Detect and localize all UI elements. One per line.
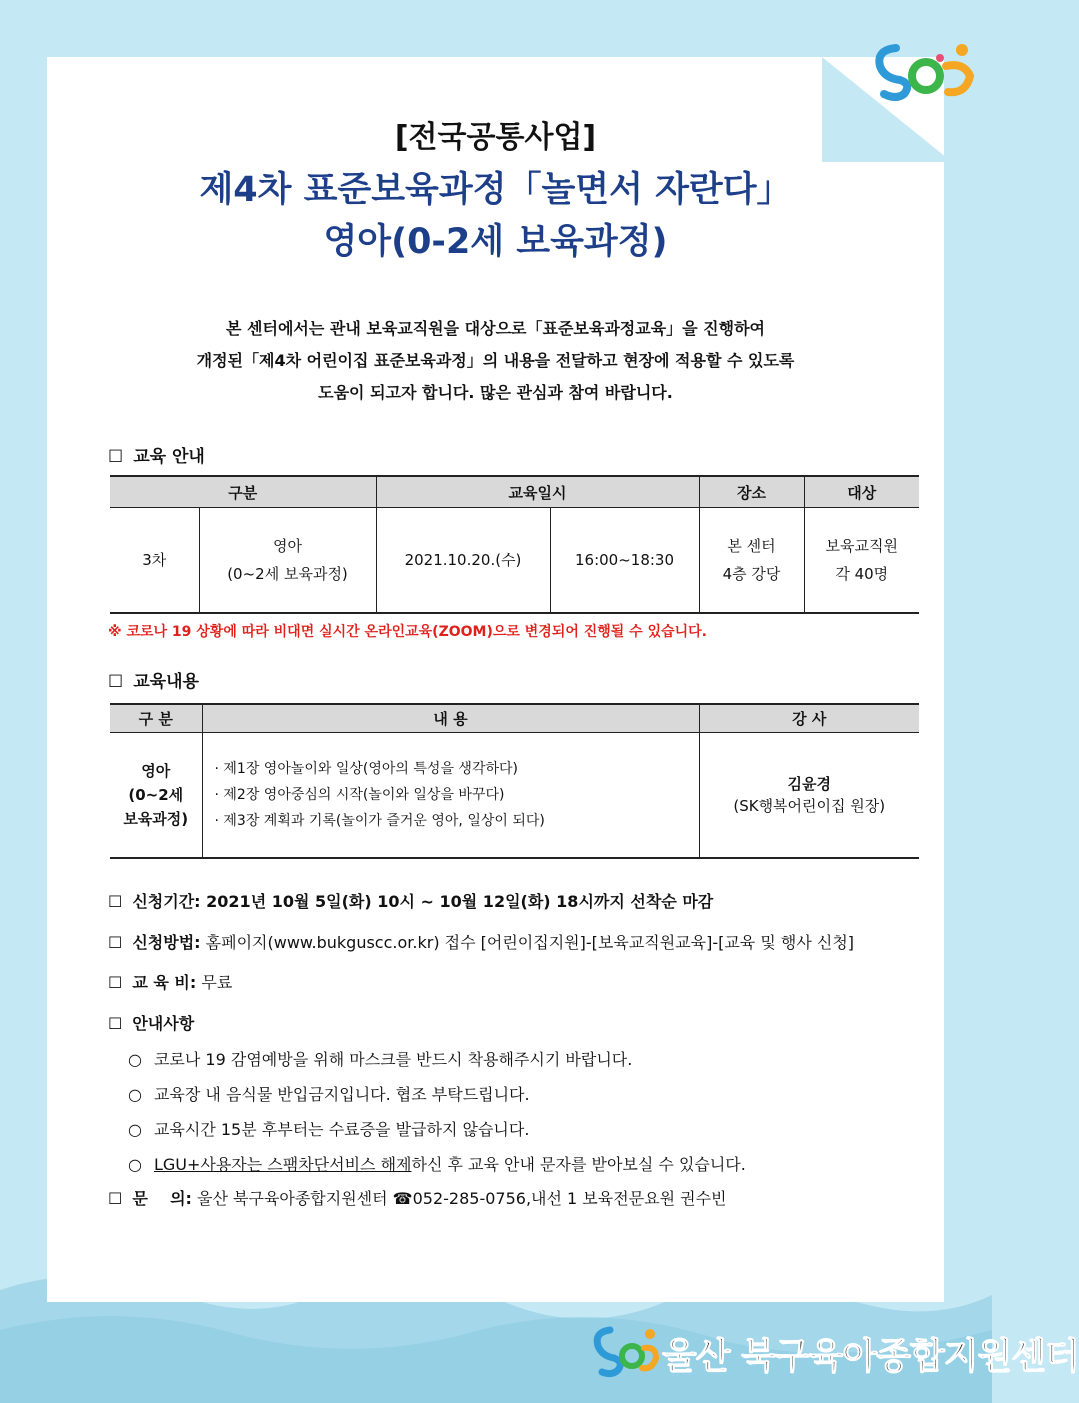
cell-sub-line-3: 보육과정) [123, 810, 189, 828]
content-table-header [110, 704, 919, 733]
cell-time: 16:00~18:30 [550, 508, 699, 614]
schedule-table-header [110, 476, 919, 508]
intro-line-1: 본 센터에서는 관내 보육교직원을 대상으로「표준보육과정교육」을 진행하여 [226, 319, 765, 338]
checkbox-icon: ☐ [108, 1014, 123, 1033]
apply-period [108, 889, 713, 912]
table-row [110, 508, 919, 614]
circle-bullet-icon: ○ [128, 1155, 142, 1174]
header-datetime: 교육일시 [376, 476, 699, 508]
cell-sub-line-1: 영아 [141, 762, 171, 780]
checkbox-icon: ☐ [108, 672, 124, 692]
inquiry-value: 울산 북구육아종합지원센터 ☎052-285-0756,내선 1 보육전문요원 권수빈 [197, 1189, 727, 1208]
cell-instructor [699, 733, 919, 859]
footer-logo-icon [590, 1320, 658, 1380]
inquiry-label: 문 의: [132, 1189, 192, 1208]
section-edu-info [108, 442, 205, 467]
cell-place [699, 508, 804, 614]
intro-paragraph [47, 313, 944, 409]
cell-sub-line-2: (0~2세 [128, 786, 184, 804]
instructor-title: (SK행복어린이집 원장) [733, 797, 886, 815]
content-table [110, 703, 919, 859]
cell-course-line-2: (0~2세 보육과정) [227, 565, 348, 583]
checkbox-icon: ☐ [108, 973, 123, 992]
cell-round: 3차 [142, 551, 167, 569]
cell-course [199, 508, 376, 614]
page-title-line-2: 제4차 표준보육과정「놀면서 자란다」 [199, 170, 792, 210]
apply-period-label: 신청기간: [132, 892, 201, 911]
guide-item-text: 교육장 내 음식물 반입금지입니다. 협조 부탁드립니다. [153, 1085, 530, 1104]
cell-place-line-2: 4층 강당 [722, 565, 781, 583]
list-item [128, 1082, 530, 1105]
covid-notice: ※ 코로나 19 상황에 따라 비대면 실시간 온라인교육(ZOOM)으로 변경되어 진행될 수 있습니다. [108, 624, 707, 640]
checkbox-icon: ☐ [108, 933, 123, 952]
list-item: · 제2장 영아중심의 시작(놀이와 일상을 바꾸다) [214, 787, 505, 803]
apply-method [108, 930, 854, 953]
header-place: 장소 [699, 476, 804, 508]
inquiry [108, 1186, 727, 1209]
instructor-name: 김윤경 [787, 775, 831, 793]
cell-place-line-1: 본 센터 [727, 537, 776, 555]
cell-target [804, 508, 919, 614]
schedule-table [110, 475, 919, 614]
guide-label: 안내사항 [132, 1014, 195, 1033]
page-title-line-1: [전국공통사업] [394, 120, 597, 155]
cell-content [202, 733, 699, 859]
list-item: · 제3장 계획과 기록(놀이가 즐거운 영아, 일상이 되다) [214, 813, 545, 829]
intro-line-3: 도움이 되고자 합니다. 많은 관심과 참여 바랍니다. [318, 383, 673, 402]
section-edu-content [108, 667, 199, 692]
cell-target-line-2: 각 40명 [835, 565, 889, 583]
table-row [110, 733, 919, 859]
apply-period-value: 2021년 10월 5일(화) 10시 ~ 10월 12일(화) 18시까지 선착순 마감 [206, 892, 714, 911]
header-instructor: 강 사 [699, 704, 919, 733]
checkbox-icon: ☐ [108, 447, 124, 467]
cell-course-line-1: 영아 [273, 537, 302, 555]
fee-label: 교 육 비: [132, 973, 197, 992]
guide-item-text: 교육시간 15분 후부터는 수료증을 발급하지 않습니다. [153, 1120, 530, 1139]
circle-bullet-icon: ○ [128, 1085, 142, 1104]
list-item [128, 1047, 632, 1070]
center-logo-icon [866, 36, 978, 102]
apply-method-value[interactable]: 홈페이지(www.bukguscc.or.kr) 접수 [어린이집지원]-[보육교직원교육]-[교육 및 행사 신청] [205, 933, 855, 952]
checkbox-icon: ☐ [108, 1189, 123, 1208]
checkbox-icon: ☐ [108, 892, 123, 911]
list-item [128, 1117, 529, 1140]
section-edu-content-label: 교육내용 [133, 672, 199, 692]
footer-logo-text: 울산 북구육아종합지원센터 [662, 1336, 1079, 1377]
fee-value: 무료 [201, 973, 233, 992]
guide-item-underlined: LGU+사용자는 스팸차단서비스 해제 [153, 1155, 412, 1174]
circle-bullet-icon: ○ [128, 1120, 142, 1139]
cell-sub [110, 733, 202, 859]
page-title-line-3: 영아(0-2세 보육과정) [323, 222, 668, 262]
header-content: 내 용 [202, 704, 699, 733]
circle-bullet-icon: ○ [128, 1050, 142, 1069]
header-sub: 구 분 [110, 704, 202, 733]
header-target: 대상 [804, 476, 919, 508]
header-division: 구분 [110, 476, 376, 508]
list-item [128, 1152, 746, 1175]
guide-item-text: 하신 후 교육 안내 문자를 받아보실 수 있습니다. [411, 1155, 746, 1174]
intro-line-2: 개정된「제4차 어린이집 표준보육과정」의 내용을 전달하고 현장에 적용할 수 있도록 [196, 351, 795, 370]
section-edu-info-label: 교육 안내 [133, 447, 205, 467]
fee [108, 970, 232, 993]
cell-date: 2021.10.20.(수) [376, 508, 550, 614]
guide-section [108, 1011, 194, 1034]
guide-item-text: 코로나 19 감염예방을 위해 마스크를 반드시 착용해주시기 바랍니다. [153, 1050, 633, 1069]
list-item: · 제1장 영아놀이와 일상(영아의 특성을 생각하다) [214, 761, 518, 777]
cell-target-line-1: 보육교직원 [825, 537, 898, 555]
footer-logo [590, 1318, 1079, 1384]
apply-method-label: 신청방법: [132, 933, 201, 952]
